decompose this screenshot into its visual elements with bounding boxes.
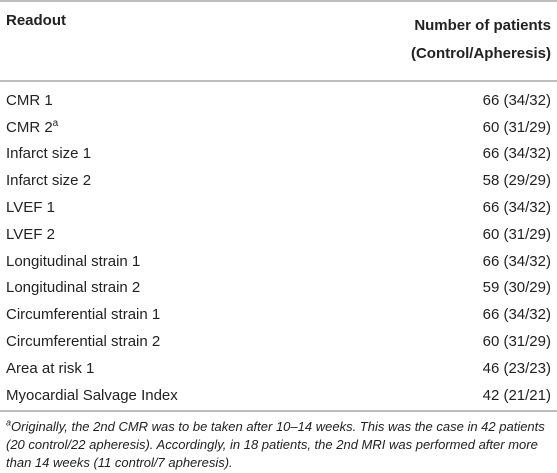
- table-row: [6, 382, 551, 409]
- table-body: [6, 87, 551, 409]
- patients-cell: 60 (31/29): [482, 333, 551, 351]
- patients-cell: 58 (29/29): [482, 172, 551, 190]
- footnote-ref: a: [52, 117, 59, 129]
- header-rule: [0, 80, 557, 82]
- table-row: [6, 301, 551, 328]
- header-readout: Readout: [6, 12, 66, 29]
- table-row: [6, 328, 551, 355]
- readout-cell: [6, 119, 58, 136]
- patients-cell: 66 (34/32): [482, 145, 551, 163]
- readout-cell: [6, 306, 160, 323]
- table-row: [6, 167, 551, 194]
- table-row: [6, 248, 551, 275]
- footnote: [6, 418, 551, 472]
- header-patients-line2: (Control/Apheresis): [410, 45, 551, 62]
- readout-label: CMR 2: [6, 118, 53, 136]
- header-patients-line1: Number of patients: [414, 17, 551, 34]
- readout-label: Infarct size 2: [6, 172, 92, 190]
- bottom-rule: [0, 410, 557, 412]
- patients-cell: 60 (31/29): [482, 118, 551, 136]
- readout-cell: [6, 360, 94, 377]
- readout-cell: [6, 199, 55, 216]
- patients-cell: 66 (34/32): [482, 199, 551, 217]
- readout-cell: [6, 92, 53, 109]
- table-row: [6, 275, 551, 302]
- readout-cell: [6, 226, 55, 243]
- patients-cell: 66 (34/32): [482, 252, 551, 270]
- readout-label: LVEF 2: [6, 225, 55, 243]
- readout-label: Infarct size 1: [6, 145, 92, 163]
- readout-cell: [6, 279, 140, 296]
- table-row: [6, 221, 551, 248]
- table-row: [6, 355, 551, 382]
- readout-label: CMR 1: [6, 91, 53, 109]
- table-row: [6, 87, 551, 114]
- footnote-text: Originally, the 2nd CMR was to be taken after 10–14 weeks. This was the case in 42 patients (20 control/22 apheresis). Accordingly, in 18 patients, the 2nd MRI was performed after more than 14 weeks (11 control/7 apheresis).: [6, 419, 545, 470]
- readout-label: Circumferential strain 1: [6, 306, 161, 324]
- patients-cell: 42 (21/21): [482, 386, 551, 404]
- header-patients: [411, 12, 551, 68]
- patients-cell: 66 (34/32): [482, 91, 551, 109]
- table-row: [6, 141, 551, 168]
- readout-label: LVEF 1: [6, 199, 55, 217]
- table-header: [6, 8, 551, 78]
- table-row: [6, 194, 551, 221]
- patients-cell: 46 (23/23): [482, 359, 551, 377]
- readout-cell: [6, 387, 178, 404]
- readout-cell: [6, 333, 160, 350]
- readout-label: Circumferential strain 2: [6, 333, 161, 351]
- patients-cell: 59 (30/29): [482, 279, 551, 297]
- table-row: [6, 114, 551, 141]
- readout-label: Myocardial Salvage Index: [6, 386, 178, 404]
- footnote-marker: a: [6, 417, 12, 428]
- readout-label: Area at risk 1: [6, 359, 95, 377]
- readout-cell: [6, 253, 140, 270]
- readout-label: Longitudinal strain 2: [6, 279, 141, 297]
- readout-label: Longitudinal strain 1: [6, 252, 141, 270]
- top-rule: [0, 0, 557, 2]
- readout-cell: [6, 145, 91, 162]
- patients-cell: 60 (31/29): [482, 225, 551, 243]
- patients-cell: 66 (34/32): [482, 306, 551, 324]
- readout-cell: [6, 172, 91, 189]
